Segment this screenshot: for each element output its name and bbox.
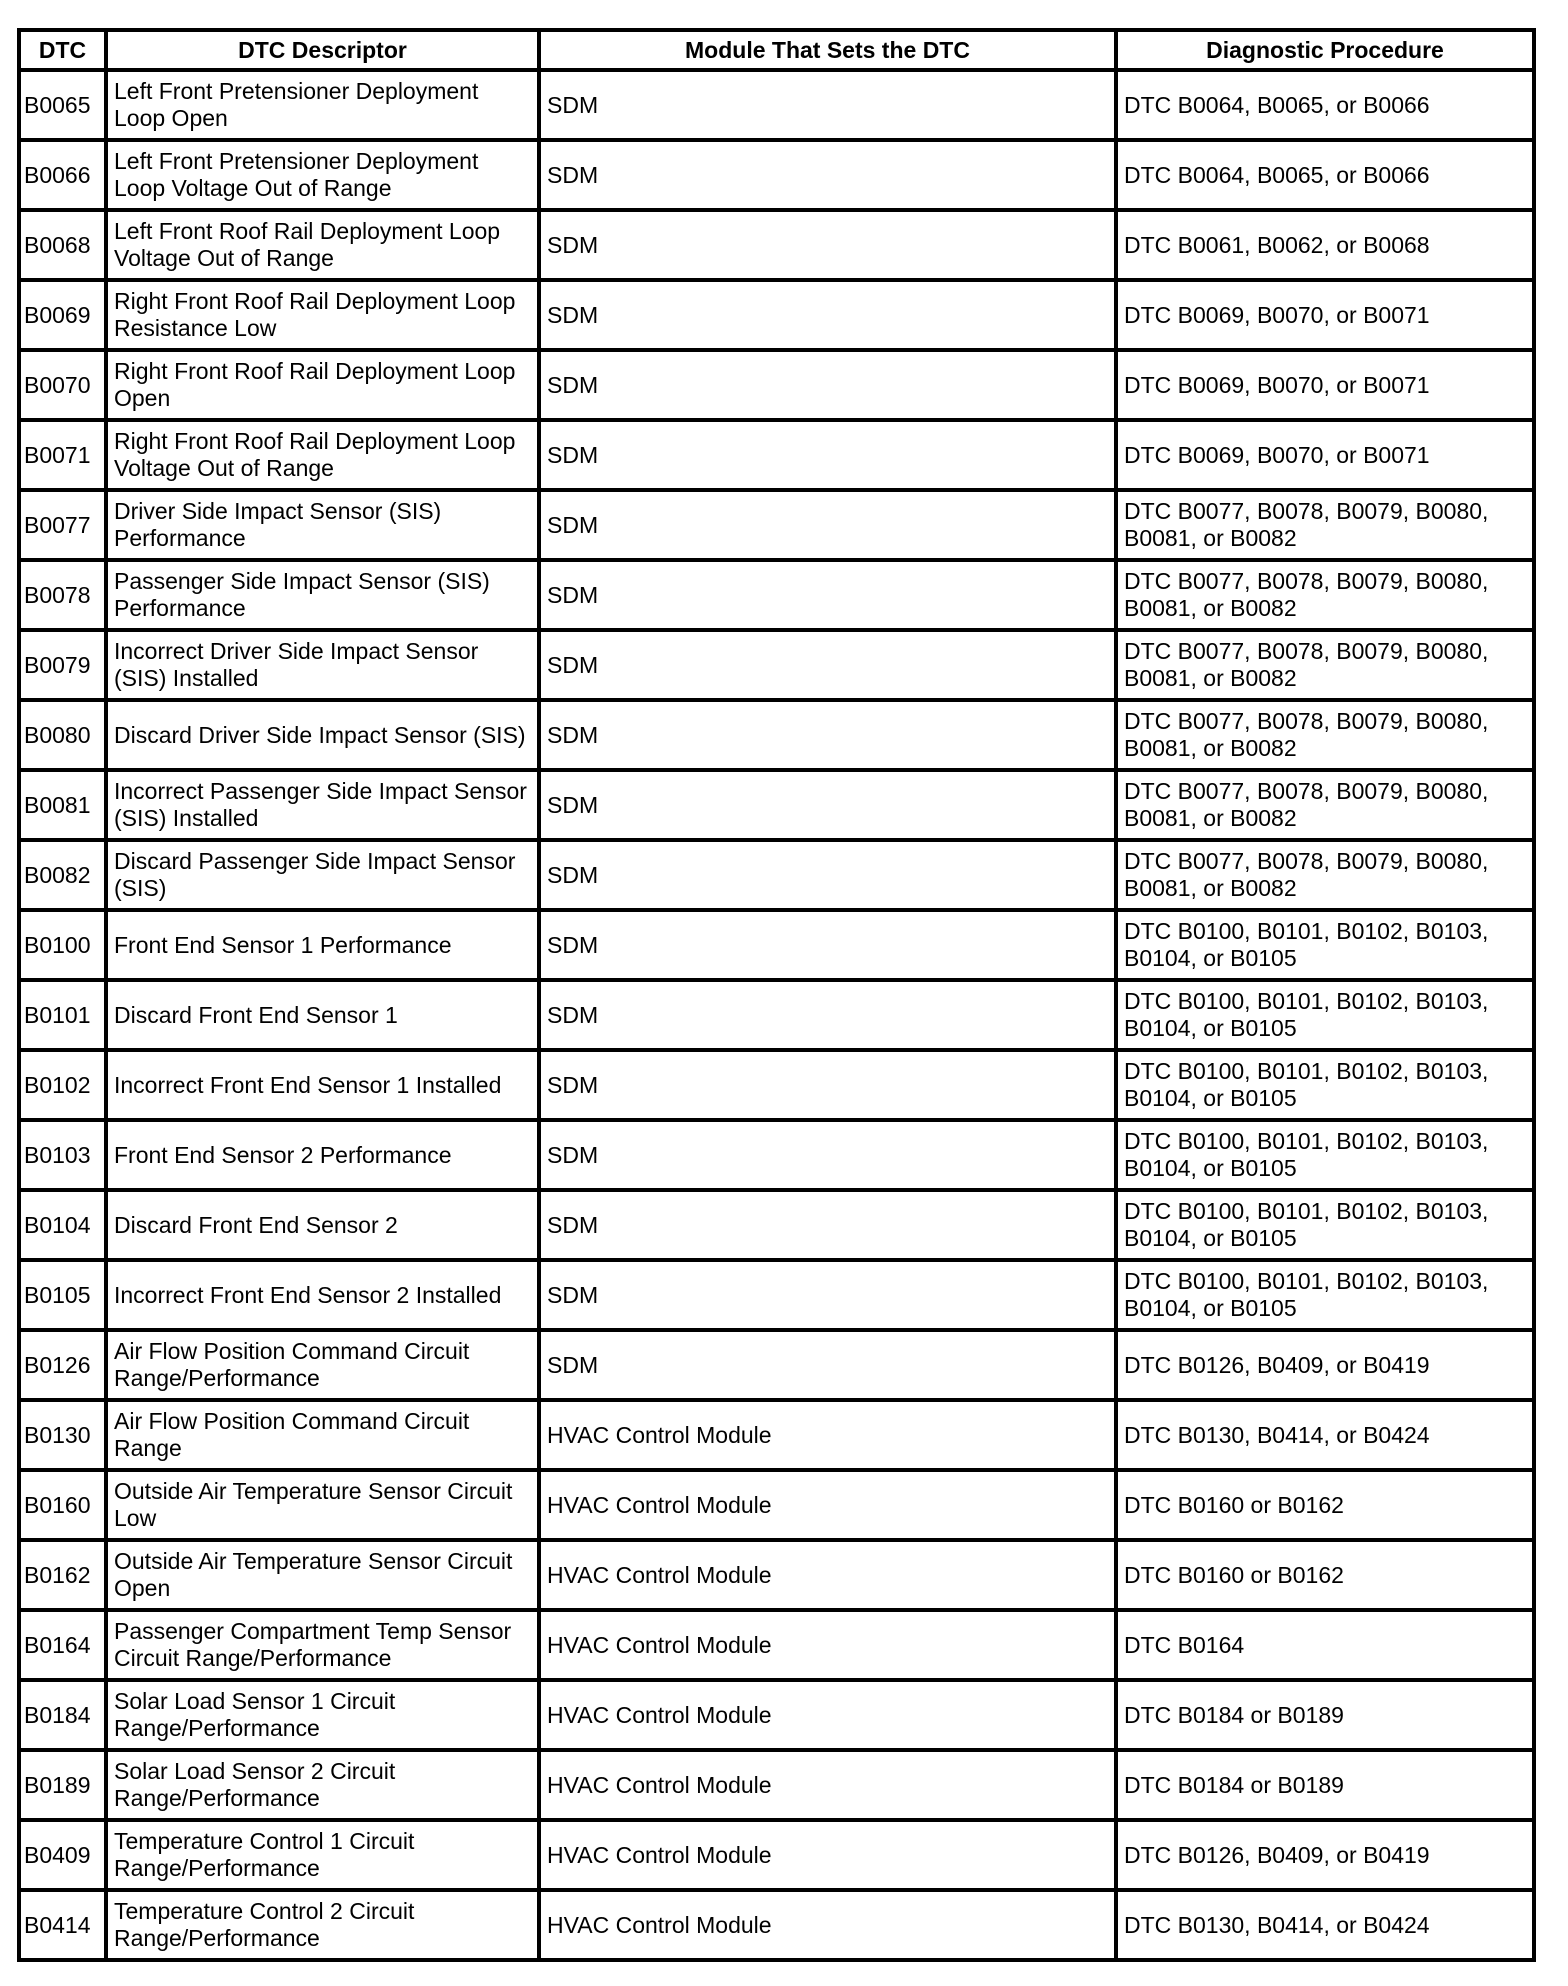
- cell-descriptor: Left Front Roof Rail Deployment Loop Voltage Out of Range: [106, 210, 539, 280]
- cell-descriptor: Outside Air Temperature Sensor Circuit Open: [106, 1540, 539, 1610]
- cell-procedure: DTC B0077, B0078, B0079, B0080, B0081, or B0082: [1116, 560, 1534, 630]
- cell-procedure: DTC B0100, B0101, B0102, B0103, B0104, or B0105: [1116, 1120, 1534, 1190]
- cell-procedure: DTC B0130, B0414, or B0424: [1116, 1890, 1534, 1960]
- cell-descriptor: Air Flow Position Command Circuit Range/Performance: [106, 1330, 539, 1400]
- cell-module: SDM: [539, 980, 1116, 1050]
- table-row: [19, 1470, 1534, 1540]
- cell-module: HVAC Control Module: [539, 1890, 1116, 1960]
- cell-procedure: DTC B0100, B0101, B0102, B0103, B0104, or B0105: [1116, 1260, 1534, 1330]
- cell-module: SDM: [539, 630, 1116, 700]
- table-row: [19, 210, 1534, 280]
- cell-descriptor: Temperature Control 1 Circuit Range/Performance: [106, 1820, 539, 1890]
- table-row: [19, 1190, 1534, 1260]
- cell-procedure: DTC B0064, B0065, or B0066: [1116, 70, 1534, 140]
- cell-descriptor: Incorrect Driver Side Impact Sensor (SIS) Installed: [106, 630, 539, 700]
- table-row: [19, 1820, 1534, 1890]
- table-row: [19, 1610, 1534, 1680]
- table-row: [19, 1260, 1534, 1330]
- cell-module: HVAC Control Module: [539, 1470, 1116, 1540]
- cell-descriptor: Left Front Pretensioner Deployment Loop Voltage Out of Range: [106, 140, 539, 210]
- table-row: [19, 630, 1534, 700]
- cell-module: HVAC Control Module: [539, 1400, 1116, 1470]
- cell-descriptor: Air Flow Position Command Circuit Range: [106, 1400, 539, 1470]
- cell-module: SDM: [539, 700, 1116, 770]
- cell-descriptor: Front End Sensor 2 Performance: [106, 1120, 539, 1190]
- cell-procedure: DTC B0184 or B0189: [1116, 1750, 1534, 1820]
- header-module: Module That Sets the DTC: [539, 30, 1116, 70]
- cell-descriptor: Outside Air Temperature Sensor Circuit Low: [106, 1470, 539, 1540]
- cell-dtc: B0162: [19, 1540, 106, 1610]
- cell-module: SDM: [539, 1260, 1116, 1330]
- cell-procedure: DTC B0077, B0078, B0079, B0080, B0081, or B0082: [1116, 490, 1534, 560]
- cell-procedure: DTC B0100, B0101, B0102, B0103, B0104, or B0105: [1116, 1190, 1534, 1260]
- cell-dtc: B0080: [19, 700, 106, 770]
- cell-dtc: B0160: [19, 1470, 106, 1540]
- cell-dtc: B0414: [19, 1890, 106, 1960]
- cell-procedure: DTC B0184 or B0189: [1116, 1680, 1534, 1750]
- cell-dtc: B0082: [19, 840, 106, 910]
- cell-module: SDM: [539, 770, 1116, 840]
- table-row: [19, 1750, 1534, 1820]
- table-row: [19, 910, 1534, 980]
- cell-module: SDM: [539, 1120, 1116, 1190]
- cell-dtc: B0164: [19, 1610, 106, 1680]
- cell-procedure: DTC B0100, B0101, B0102, B0103, B0104, or B0105: [1116, 980, 1534, 1050]
- table-row: [19, 1680, 1534, 1750]
- cell-descriptor: Incorrect Front End Sensor 2 Installed: [106, 1260, 539, 1330]
- cell-module: SDM: [539, 280, 1116, 350]
- cell-module: HVAC Control Module: [539, 1750, 1116, 1820]
- table-row: [19, 980, 1534, 1050]
- cell-dtc: B0100: [19, 910, 106, 980]
- cell-module: SDM: [539, 140, 1116, 210]
- cell-dtc: B0409: [19, 1820, 106, 1890]
- cell-dtc: B0068: [19, 210, 106, 280]
- table-row: [19, 1330, 1534, 1400]
- cell-dtc: B0130: [19, 1400, 106, 1470]
- dtc-table: [17, 28, 1536, 1962]
- cell-module: SDM: [539, 1190, 1116, 1260]
- cell-module: SDM: [539, 840, 1116, 910]
- table-row: [19, 70, 1534, 140]
- cell-dtc: B0104: [19, 1190, 106, 1260]
- cell-procedure: DTC B0061, B0062, or B0068: [1116, 210, 1534, 280]
- cell-module: HVAC Control Module: [539, 1680, 1116, 1750]
- table-row: [19, 350, 1534, 420]
- cell-module: SDM: [539, 420, 1116, 490]
- cell-procedure: DTC B0100, B0101, B0102, B0103, B0104, or B0105: [1116, 910, 1534, 980]
- table-row: [19, 280, 1534, 350]
- cell-descriptor: Solar Load Sensor 1 Circuit Range/Performance: [106, 1680, 539, 1750]
- cell-dtc: B0066: [19, 140, 106, 210]
- cell-module: SDM: [539, 490, 1116, 560]
- cell-descriptor: Driver Side Impact Sensor (SIS) Performance: [106, 490, 539, 560]
- cell-procedure: DTC B0069, B0070, or B0071: [1116, 350, 1534, 420]
- cell-dtc: B0081: [19, 770, 106, 840]
- cell-procedure: DTC B0126, B0409, or B0419: [1116, 1330, 1534, 1400]
- cell-dtc: B0071: [19, 420, 106, 490]
- cell-module: HVAC Control Module: [539, 1820, 1116, 1890]
- cell-dtc: B0184: [19, 1680, 106, 1750]
- header-dtc: DTC: [19, 30, 106, 70]
- cell-module: HVAC Control Module: [539, 1610, 1116, 1680]
- cell-dtc: B0078: [19, 560, 106, 630]
- cell-module: SDM: [539, 560, 1116, 630]
- cell-module: SDM: [539, 210, 1116, 280]
- cell-dtc: B0065: [19, 70, 106, 140]
- cell-dtc: B0103: [19, 1120, 106, 1190]
- cell-descriptor: Right Front Roof Rail Deployment Loop Resistance Low: [106, 280, 539, 350]
- table-row: [19, 1050, 1534, 1120]
- table-row: [19, 490, 1534, 560]
- cell-dtc: B0189: [19, 1750, 106, 1820]
- table-header: [19, 30, 1534, 70]
- table-row: [19, 420, 1534, 490]
- cell-dtc: B0070: [19, 350, 106, 420]
- cell-procedure: DTC B0100, B0101, B0102, B0103, B0104, or B0105: [1116, 1050, 1534, 1120]
- cell-procedure: DTC B0160 or B0162: [1116, 1470, 1534, 1540]
- cell-descriptor: Passenger Compartment Temp Sensor Circuit Range/Performance: [106, 1610, 539, 1680]
- header-row: [19, 30, 1534, 70]
- cell-module: SDM: [539, 1050, 1116, 1120]
- table-row: [19, 700, 1534, 770]
- cell-module: HVAC Control Module: [539, 1540, 1116, 1610]
- cell-dtc: B0069: [19, 280, 106, 350]
- table-row: [19, 1890, 1534, 1960]
- cell-descriptor: Right Front Roof Rail Deployment Loop Open: [106, 350, 539, 420]
- table-row: [19, 560, 1534, 630]
- cell-dtc: B0126: [19, 1330, 106, 1400]
- cell-descriptor: Right Front Roof Rail Deployment Loop Voltage Out of Range: [106, 420, 539, 490]
- cell-descriptor: Discard Driver Side Impact Sensor (SIS): [106, 700, 539, 770]
- cell-procedure: DTC B0160 or B0162: [1116, 1540, 1534, 1610]
- table-row: [19, 1540, 1534, 1610]
- cell-module: SDM: [539, 1330, 1116, 1400]
- cell-dtc: B0105: [19, 1260, 106, 1330]
- cell-descriptor: Passenger Side Impact Sensor (SIS) Performance: [106, 560, 539, 630]
- table-row: [19, 840, 1534, 910]
- cell-descriptor: Incorrect Front End Sensor 1 Installed: [106, 1050, 539, 1120]
- cell-descriptor: Solar Load Sensor 2 Circuit Range/Performance: [106, 1750, 539, 1820]
- cell-module: SDM: [539, 350, 1116, 420]
- cell-descriptor: Discard Passenger Side Impact Sensor (SIS): [106, 840, 539, 910]
- table-row: [19, 1400, 1534, 1470]
- cell-procedure: DTC B0077, B0078, B0079, B0080, B0081, or B0082: [1116, 630, 1534, 700]
- cell-dtc: B0077: [19, 490, 106, 560]
- cell-procedure: DTC B0130, B0414, or B0424: [1116, 1400, 1534, 1470]
- cell-descriptor: Front End Sensor 1 Performance: [106, 910, 539, 980]
- header-descriptor: DTC Descriptor: [106, 30, 539, 70]
- cell-procedure: DTC B0164: [1116, 1610, 1534, 1680]
- cell-procedure: DTC B0069, B0070, or B0071: [1116, 420, 1534, 490]
- table-row: [19, 1120, 1534, 1190]
- cell-procedure: DTC B0064, B0065, or B0066: [1116, 140, 1534, 210]
- cell-procedure: DTC B0077, B0078, B0079, B0080, B0081, or B0082: [1116, 840, 1534, 910]
- cell-descriptor: Left Front Pretensioner Deployment Loop Open: [106, 70, 539, 140]
- cell-descriptor: Discard Front End Sensor 1: [106, 980, 539, 1050]
- cell-procedure: DTC B0069, B0070, or B0071: [1116, 280, 1534, 350]
- cell-module: SDM: [539, 70, 1116, 140]
- table-body: [19, 70, 1534, 1960]
- cell-dtc: B0102: [19, 1050, 106, 1120]
- cell-descriptor: Discard Front End Sensor 2: [106, 1190, 539, 1260]
- table-row: [19, 140, 1534, 210]
- cell-dtc: B0079: [19, 630, 106, 700]
- table-row: [19, 770, 1534, 840]
- header-procedure: Diagnostic Procedure: [1116, 30, 1534, 70]
- cell-dtc: B0101: [19, 980, 106, 1050]
- cell-descriptor: Incorrect Passenger Side Impact Sensor (SIS) Installed: [106, 770, 539, 840]
- cell-procedure: DTC B0077, B0078, B0079, B0080, B0081, or B0082: [1116, 700, 1534, 770]
- cell-procedure: DTC B0077, B0078, B0079, B0080, B0081, or B0082: [1116, 770, 1534, 840]
- cell-procedure: DTC B0126, B0409, or B0419: [1116, 1820, 1534, 1890]
- cell-descriptor: Temperature Control 2 Circuit Range/Performance: [106, 1890, 539, 1960]
- cell-module: SDM: [539, 910, 1116, 980]
